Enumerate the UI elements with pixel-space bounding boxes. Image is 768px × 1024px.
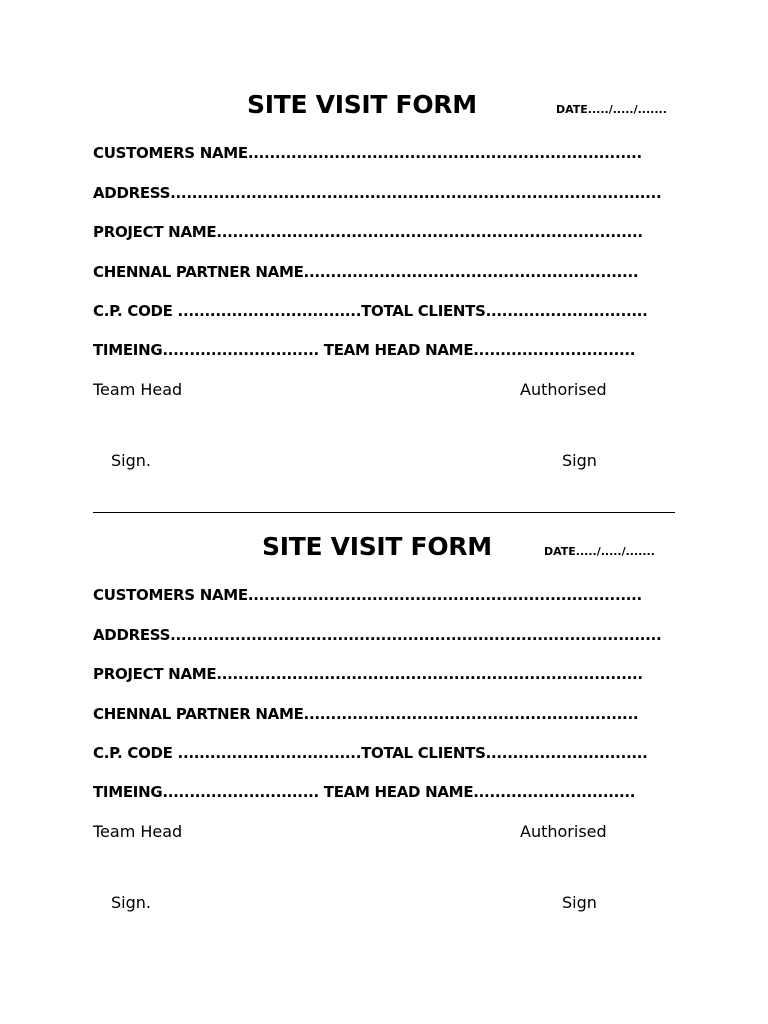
site-visit-form-1: [0, 0, 768, 470]
form-title: SITE VISIT FORM: [262, 532, 492, 561]
address-field[interactable]: ADDRESS...........................................................................................: [93, 184, 662, 202]
authorised-label: Authorised: [520, 822, 607, 841]
sign-left-label: Sign.: [111, 451, 151, 470]
cp-code-total-clients-field[interactable]: C.P. CODE ..................................TOTAL CLIENTS..............................: [93, 744, 648, 762]
project-name-field[interactable]: PROJECT NAME...............................................................................: [93, 665, 643, 683]
cp-code-total-clients-field[interactable]: C.P. CODE ..................................TOTAL CLIENTS..............................: [93, 302, 648, 320]
timing-team-head-field[interactable]: TIMEING............................. TEAM HEAD NAME..............................: [93, 783, 636, 801]
form-title: SITE VISIT FORM: [247, 90, 477, 119]
sign-right-label: Sign: [562, 451, 597, 470]
customers-name-field[interactable]: CUSTOMERS NAME.........................................................................: [93, 586, 642, 604]
date-field[interactable]: DATE...../...../.......: [544, 545, 655, 558]
customers-name-field[interactable]: CUSTOMERS NAME.........................................................................: [93, 144, 642, 162]
team-head-label: Team Head: [93, 822, 183, 841]
sign-left-label: Sign.: [111, 893, 151, 912]
address-field[interactable]: ADDRESS...........................................................................................: [93, 626, 662, 644]
project-name-field[interactable]: PROJECT NAME...............................................................................: [93, 223, 643, 241]
channel-partner-name-field[interactable]: CHENNAL PARTNER NAME..............................................................: [93, 705, 639, 723]
date-field[interactable]: DATE...../...../.......: [556, 103, 667, 116]
authorised-label: Authorised: [520, 380, 607, 399]
timing-team-head-field[interactable]: TIMEING............................. TEAM HEAD NAME..............................: [93, 341, 636, 359]
channel-partner-name-field[interactable]: CHENNAL PARTNER NAME..............................................................: [93, 263, 639, 281]
site-visit-form-2: [0, 442, 768, 912]
sign-right-label: Sign: [562, 893, 597, 912]
team-head-label: Team Head: [93, 380, 183, 399]
